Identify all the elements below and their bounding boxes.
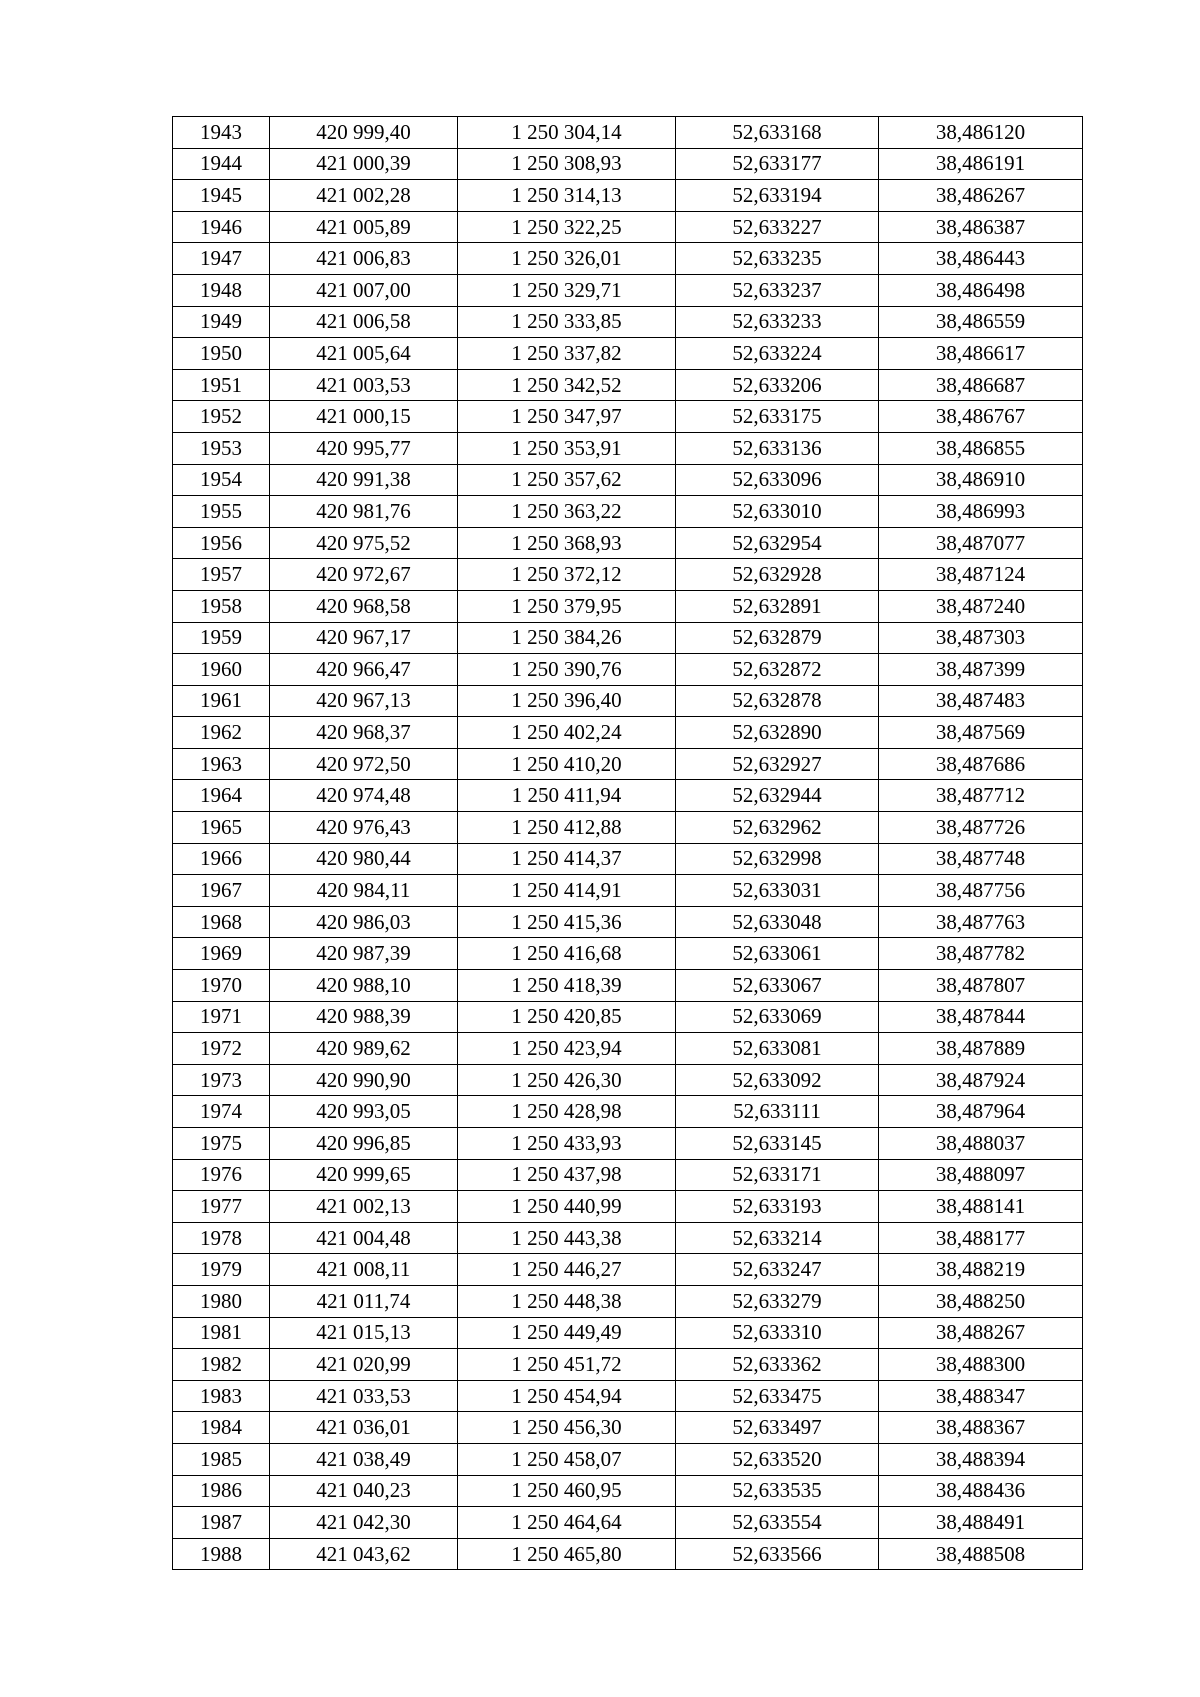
longitude-cell: 38,487924	[879, 1064, 1083, 1096]
x-coordinate-cell: 421 036,01	[270, 1412, 458, 1444]
y-coordinate-cell: 1 250 420,85	[458, 1001, 676, 1033]
longitude-cell: 38,488508	[879, 1538, 1083, 1570]
latitude-cell: 52,633475	[676, 1380, 879, 1412]
table-row	[173, 970, 1083, 1002]
point-number-cell: 1975	[173, 1128, 270, 1160]
longitude-cell: 38,487686	[879, 748, 1083, 780]
longitude-cell: 38,486993	[879, 496, 1083, 528]
x-coordinate-cell: 420 980,44	[270, 843, 458, 875]
point-number-cell: 1951	[173, 369, 270, 401]
table-row	[173, 1412, 1083, 1444]
y-coordinate-cell: 1 250 353,91	[458, 432, 676, 464]
latitude-cell: 52,633310	[676, 1317, 879, 1349]
latitude-cell: 52,633237	[676, 274, 879, 306]
table-row	[173, 717, 1083, 749]
x-coordinate-cell: 420 988,10	[270, 970, 458, 1002]
y-coordinate-cell: 1 250 314,13	[458, 180, 676, 212]
point-number-cell: 1949	[173, 306, 270, 338]
longitude-cell: 38,488367	[879, 1412, 1083, 1444]
table-row	[173, 1064, 1083, 1096]
y-coordinate-cell: 1 250 372,12	[458, 559, 676, 591]
x-coordinate-cell: 421 008,11	[270, 1254, 458, 1286]
longitude-cell: 38,486617	[879, 338, 1083, 370]
latitude-cell: 52,632878	[676, 685, 879, 717]
point-number-cell: 1977	[173, 1191, 270, 1223]
table-row	[173, 401, 1083, 433]
latitude-cell: 52,632872	[676, 654, 879, 686]
y-coordinate-cell: 1 250 326,01	[458, 243, 676, 275]
y-coordinate-cell: 1 250 337,82	[458, 338, 676, 370]
x-coordinate-cell: 420 972,67	[270, 559, 458, 591]
latitude-cell: 52,633235	[676, 243, 879, 275]
longitude-cell: 38,487844	[879, 1001, 1083, 1033]
longitude-cell: 38,488491	[879, 1507, 1083, 1539]
latitude-cell: 52,633177	[676, 148, 879, 180]
x-coordinate-cell: 420 976,43	[270, 812, 458, 844]
point-number-cell: 1976	[173, 1159, 270, 1191]
y-coordinate-cell: 1 250 437,98	[458, 1159, 676, 1191]
x-coordinate-cell: 421 006,83	[270, 243, 458, 275]
table-row	[173, 432, 1083, 464]
longitude-cell: 38,486387	[879, 211, 1083, 243]
longitude-cell: 38,488037	[879, 1128, 1083, 1160]
longitude-cell: 38,488219	[879, 1254, 1083, 1286]
x-coordinate-cell: 420 967,17	[270, 622, 458, 654]
point-number-cell: 1953	[173, 432, 270, 464]
x-coordinate-cell: 420 993,05	[270, 1096, 458, 1128]
y-coordinate-cell: 1 250 418,39	[458, 970, 676, 1002]
latitude-cell: 52,632927	[676, 748, 879, 780]
x-coordinate-cell: 421 002,13	[270, 1191, 458, 1223]
y-coordinate-cell: 1 250 347,97	[458, 401, 676, 433]
point-number-cell: 1987	[173, 1507, 270, 1539]
latitude-cell: 52,632944	[676, 780, 879, 812]
x-coordinate-cell: 420 989,62	[270, 1033, 458, 1065]
point-number-cell: 1980	[173, 1285, 270, 1317]
table-row	[173, 117, 1083, 149]
y-coordinate-cell: 1 250 363,22	[458, 496, 676, 528]
latitude-cell: 52,633224	[676, 338, 879, 370]
longitude-cell: 38,486267	[879, 180, 1083, 212]
latitude-cell: 52,632998	[676, 843, 879, 875]
table-row	[173, 148, 1083, 180]
point-number-cell: 1967	[173, 875, 270, 907]
y-coordinate-cell: 1 250 390,76	[458, 654, 676, 686]
x-coordinate-cell: 420 987,39	[270, 938, 458, 970]
latitude-cell: 52,633092	[676, 1064, 879, 1096]
y-coordinate-cell: 1 250 458,07	[458, 1443, 676, 1475]
longitude-cell: 38,487807	[879, 970, 1083, 1002]
latitude-cell: 52,633497	[676, 1412, 879, 1444]
point-number-cell: 1958	[173, 590, 270, 622]
table-row	[173, 1254, 1083, 1286]
point-number-cell: 1988	[173, 1538, 270, 1570]
point-number-cell: 1948	[173, 274, 270, 306]
latitude-cell: 52,632890	[676, 717, 879, 749]
y-coordinate-cell: 1 250 451,72	[458, 1349, 676, 1381]
y-coordinate-cell: 1 250 329,71	[458, 274, 676, 306]
longitude-cell: 38,488177	[879, 1222, 1083, 1254]
latitude-cell: 52,633069	[676, 1001, 879, 1033]
latitude-cell: 52,632954	[676, 527, 879, 559]
table-row	[173, 1538, 1083, 1570]
x-coordinate-cell: 421 000,39	[270, 148, 458, 180]
x-coordinate-cell: 420 986,03	[270, 906, 458, 938]
point-number-cell: 1970	[173, 970, 270, 1002]
x-coordinate-cell: 420 981,76	[270, 496, 458, 528]
longitude-cell: 38,486559	[879, 306, 1083, 338]
table-row	[173, 274, 1083, 306]
table-row	[173, 685, 1083, 717]
point-number-cell: 1983	[173, 1380, 270, 1412]
point-number-cell: 1973	[173, 1064, 270, 1096]
table-row	[173, 180, 1083, 212]
longitude-cell: 38,486767	[879, 401, 1083, 433]
table-row	[173, 496, 1083, 528]
longitude-cell: 38,487763	[879, 906, 1083, 938]
longitude-cell: 38,486443	[879, 243, 1083, 275]
latitude-cell: 52,633362	[676, 1349, 879, 1381]
latitude-cell: 52,633061	[676, 938, 879, 970]
point-number-cell: 1955	[173, 496, 270, 528]
x-coordinate-cell: 421 002,28	[270, 180, 458, 212]
longitude-cell: 38,488300	[879, 1349, 1083, 1381]
point-number-cell: 1960	[173, 654, 270, 686]
x-coordinate-cell: 420 990,90	[270, 1064, 458, 1096]
longitude-cell: 38,487399	[879, 654, 1083, 686]
x-coordinate-cell: 420 999,65	[270, 1159, 458, 1191]
longitude-cell: 38,488097	[879, 1159, 1083, 1191]
y-coordinate-cell: 1 250 416,68	[458, 938, 676, 970]
y-coordinate-cell: 1 250 379,95	[458, 590, 676, 622]
latitude-cell: 52,633175	[676, 401, 879, 433]
point-number-cell: 1946	[173, 211, 270, 243]
longitude-cell: 38,487240	[879, 590, 1083, 622]
point-number-cell: 1985	[173, 1443, 270, 1475]
table-row	[173, 1128, 1083, 1160]
table-row	[173, 654, 1083, 686]
latitude-cell: 52,632962	[676, 812, 879, 844]
point-number-cell: 1978	[173, 1222, 270, 1254]
longitude-cell: 38,488267	[879, 1317, 1083, 1349]
latitude-cell: 52,633535	[676, 1475, 879, 1507]
x-coordinate-cell: 420 974,48	[270, 780, 458, 812]
y-coordinate-cell: 1 250 426,30	[458, 1064, 676, 1096]
point-number-cell: 1964	[173, 780, 270, 812]
latitude-cell: 52,633206	[676, 369, 879, 401]
table-row	[173, 843, 1083, 875]
table-row	[173, 906, 1083, 938]
latitude-cell: 52,633081	[676, 1033, 879, 1065]
point-number-cell: 1965	[173, 812, 270, 844]
y-coordinate-cell: 1 250 454,94	[458, 1380, 676, 1412]
x-coordinate-cell: 420 966,47	[270, 654, 458, 686]
x-coordinate-cell: 421 040,23	[270, 1475, 458, 1507]
y-coordinate-cell: 1 250 443,38	[458, 1222, 676, 1254]
longitude-cell: 38,486498	[879, 274, 1083, 306]
x-coordinate-cell: 421 042,30	[270, 1507, 458, 1539]
x-coordinate-cell: 420 968,37	[270, 717, 458, 749]
y-coordinate-cell: 1 250 412,88	[458, 812, 676, 844]
x-coordinate-cell: 420 996,85	[270, 1128, 458, 1160]
table-row	[173, 1317, 1083, 1349]
latitude-cell: 52,633145	[676, 1128, 879, 1160]
latitude-cell: 52,633194	[676, 180, 879, 212]
longitude-cell: 38,487483	[879, 685, 1083, 717]
point-number-cell: 1952	[173, 401, 270, 433]
point-number-cell: 1947	[173, 243, 270, 275]
point-number-cell: 1954	[173, 464, 270, 496]
latitude-cell: 52,633214	[676, 1222, 879, 1254]
longitude-cell: 38,487712	[879, 780, 1083, 812]
point-number-cell: 1961	[173, 685, 270, 717]
latitude-cell: 52,633171	[676, 1159, 879, 1191]
latitude-cell: 52,633520	[676, 1443, 879, 1475]
y-coordinate-cell: 1 250 402,24	[458, 717, 676, 749]
table-row	[173, 369, 1083, 401]
x-coordinate-cell: 420 972,50	[270, 748, 458, 780]
y-coordinate-cell: 1 250 322,25	[458, 211, 676, 243]
table-row	[173, 875, 1083, 907]
table-row	[173, 1380, 1083, 1412]
longitude-cell: 38,487303	[879, 622, 1083, 654]
y-coordinate-cell: 1 250 446,27	[458, 1254, 676, 1286]
table-row	[173, 622, 1083, 654]
table-row	[173, 1096, 1083, 1128]
x-coordinate-cell: 421 043,62	[270, 1538, 458, 1570]
latitude-cell: 52,633233	[676, 306, 879, 338]
latitude-cell: 52,633279	[676, 1285, 879, 1317]
x-coordinate-cell: 421 003,53	[270, 369, 458, 401]
latitude-cell: 52,633554	[676, 1507, 879, 1539]
latitude-cell: 52,633136	[676, 432, 879, 464]
y-coordinate-cell: 1 250 368,93	[458, 527, 676, 559]
point-number-cell: 1966	[173, 843, 270, 875]
point-number-cell: 1950	[173, 338, 270, 370]
longitude-cell: 38,488347	[879, 1380, 1083, 1412]
latitude-cell: 52,633227	[676, 211, 879, 243]
longitude-cell: 38,488141	[879, 1191, 1083, 1223]
latitude-cell: 52,633010	[676, 496, 879, 528]
latitude-cell: 52,633247	[676, 1254, 879, 1286]
longitude-cell: 38,487569	[879, 717, 1083, 749]
table-row	[173, 1507, 1083, 1539]
latitude-cell: 52,633111	[676, 1096, 879, 1128]
y-coordinate-cell: 1 250 448,38	[458, 1285, 676, 1317]
latitude-cell: 52,633096	[676, 464, 879, 496]
longitude-cell: 38,487124	[879, 559, 1083, 591]
x-coordinate-cell: 421 000,15	[270, 401, 458, 433]
point-number-cell: 1968	[173, 906, 270, 938]
latitude-cell: 52,633067	[676, 970, 879, 1002]
point-number-cell: 1957	[173, 559, 270, 591]
latitude-cell: 52,632928	[676, 559, 879, 591]
longitude-cell: 38,487782	[879, 938, 1083, 970]
table-row	[173, 243, 1083, 275]
table-row	[173, 590, 1083, 622]
y-coordinate-cell: 1 250 384,26	[458, 622, 676, 654]
longitude-cell: 38,487726	[879, 812, 1083, 844]
x-coordinate-cell: 420 968,58	[270, 590, 458, 622]
table-row	[173, 464, 1083, 496]
latitude-cell: 52,633566	[676, 1538, 879, 1570]
longitude-cell: 38,487748	[879, 843, 1083, 875]
latitude-cell: 52,633168	[676, 117, 879, 149]
longitude-cell: 38,486120	[879, 117, 1083, 149]
point-number-cell: 1962	[173, 717, 270, 749]
point-number-cell: 1982	[173, 1349, 270, 1381]
y-coordinate-cell: 1 250 414,37	[458, 843, 676, 875]
point-number-cell: 1944	[173, 148, 270, 180]
table-row	[173, 1443, 1083, 1475]
table-row	[173, 527, 1083, 559]
y-coordinate-cell: 1 250 456,30	[458, 1412, 676, 1444]
table-row	[173, 338, 1083, 370]
y-coordinate-cell: 1 250 423,94	[458, 1033, 676, 1065]
y-coordinate-cell: 1 250 308,93	[458, 148, 676, 180]
table-row	[173, 306, 1083, 338]
table-row	[173, 1285, 1083, 1317]
y-coordinate-cell: 1 250 440,99	[458, 1191, 676, 1223]
longitude-cell: 38,487077	[879, 527, 1083, 559]
longitude-cell: 38,487756	[879, 875, 1083, 907]
point-number-cell: 1969	[173, 938, 270, 970]
y-coordinate-cell: 1 250 411,94	[458, 780, 676, 812]
x-coordinate-cell: 420 967,13	[270, 685, 458, 717]
point-number-cell: 1943	[173, 117, 270, 149]
table-row	[173, 1159, 1083, 1191]
y-coordinate-cell: 1 250 304,14	[458, 117, 676, 149]
x-coordinate-cell: 421 038,49	[270, 1443, 458, 1475]
table-row	[173, 1222, 1083, 1254]
point-number-cell: 1963	[173, 748, 270, 780]
latitude-cell: 52,633193	[676, 1191, 879, 1223]
latitude-cell: 52,632891	[676, 590, 879, 622]
longitude-cell: 38,487964	[879, 1096, 1083, 1128]
y-coordinate-cell: 1 250 414,91	[458, 875, 676, 907]
longitude-cell: 38,488250	[879, 1285, 1083, 1317]
y-coordinate-cell: 1 250 428,98	[458, 1096, 676, 1128]
x-coordinate-cell: 420 988,39	[270, 1001, 458, 1033]
y-coordinate-cell: 1 250 342,52	[458, 369, 676, 401]
table-row	[173, 748, 1083, 780]
longitude-cell: 38,487889	[879, 1033, 1083, 1065]
y-coordinate-cell: 1 250 415,36	[458, 906, 676, 938]
point-number-cell: 1959	[173, 622, 270, 654]
latitude-cell: 52,632879	[676, 622, 879, 654]
x-coordinate-cell: 421 007,00	[270, 274, 458, 306]
table-row	[173, 1001, 1083, 1033]
table-row	[173, 1475, 1083, 1507]
table-row	[173, 780, 1083, 812]
point-number-cell: 1984	[173, 1412, 270, 1444]
coordinates-table	[172, 116, 1083, 1570]
table-row	[173, 211, 1083, 243]
table-row	[173, 559, 1083, 591]
y-coordinate-cell: 1 250 465,80	[458, 1538, 676, 1570]
x-coordinate-cell: 420 984,11	[270, 875, 458, 907]
longitude-cell: 38,486191	[879, 148, 1083, 180]
y-coordinate-cell: 1 250 333,85	[458, 306, 676, 338]
point-number-cell: 1971	[173, 1001, 270, 1033]
x-coordinate-cell: 421 006,58	[270, 306, 458, 338]
point-number-cell: 1945	[173, 180, 270, 212]
y-coordinate-cell: 1 250 357,62	[458, 464, 676, 496]
point-number-cell: 1986	[173, 1475, 270, 1507]
table-row	[173, 1191, 1083, 1223]
coordinates-table-body	[173, 117, 1083, 1570]
table-row	[173, 938, 1083, 970]
longitude-cell: 38,488394	[879, 1443, 1083, 1475]
longitude-cell: 38,486910	[879, 464, 1083, 496]
table-row	[173, 812, 1083, 844]
table-row	[173, 1033, 1083, 1065]
point-number-cell: 1979	[173, 1254, 270, 1286]
y-coordinate-cell: 1 250 460,95	[458, 1475, 676, 1507]
y-coordinate-cell: 1 250 396,40	[458, 685, 676, 717]
point-number-cell: 1974	[173, 1096, 270, 1128]
y-coordinate-cell: 1 250 410,20	[458, 748, 676, 780]
x-coordinate-cell: 421 005,89	[270, 211, 458, 243]
x-coordinate-cell: 421 004,48	[270, 1222, 458, 1254]
table-row	[173, 1349, 1083, 1381]
x-coordinate-cell: 420 999,40	[270, 117, 458, 149]
x-coordinate-cell: 420 975,52	[270, 527, 458, 559]
latitude-cell: 52,633048	[676, 906, 879, 938]
x-coordinate-cell: 421 020,99	[270, 1349, 458, 1381]
x-coordinate-cell: 421 033,53	[270, 1380, 458, 1412]
longitude-cell: 38,486687	[879, 369, 1083, 401]
x-coordinate-cell: 421 011,74	[270, 1285, 458, 1317]
longitude-cell: 38,486855	[879, 432, 1083, 464]
longitude-cell: 38,488436	[879, 1475, 1083, 1507]
y-coordinate-cell: 1 250 433,93	[458, 1128, 676, 1160]
y-coordinate-cell: 1 250 464,64	[458, 1507, 676, 1539]
point-number-cell: 1981	[173, 1317, 270, 1349]
latitude-cell: 52,633031	[676, 875, 879, 907]
x-coordinate-cell: 420 991,38	[270, 464, 458, 496]
x-coordinate-cell: 421 005,64	[270, 338, 458, 370]
point-number-cell: 1972	[173, 1033, 270, 1065]
point-number-cell: 1956	[173, 527, 270, 559]
x-coordinate-cell: 420 995,77	[270, 432, 458, 464]
x-coordinate-cell: 421 015,13	[270, 1317, 458, 1349]
y-coordinate-cell: 1 250 449,49	[458, 1317, 676, 1349]
